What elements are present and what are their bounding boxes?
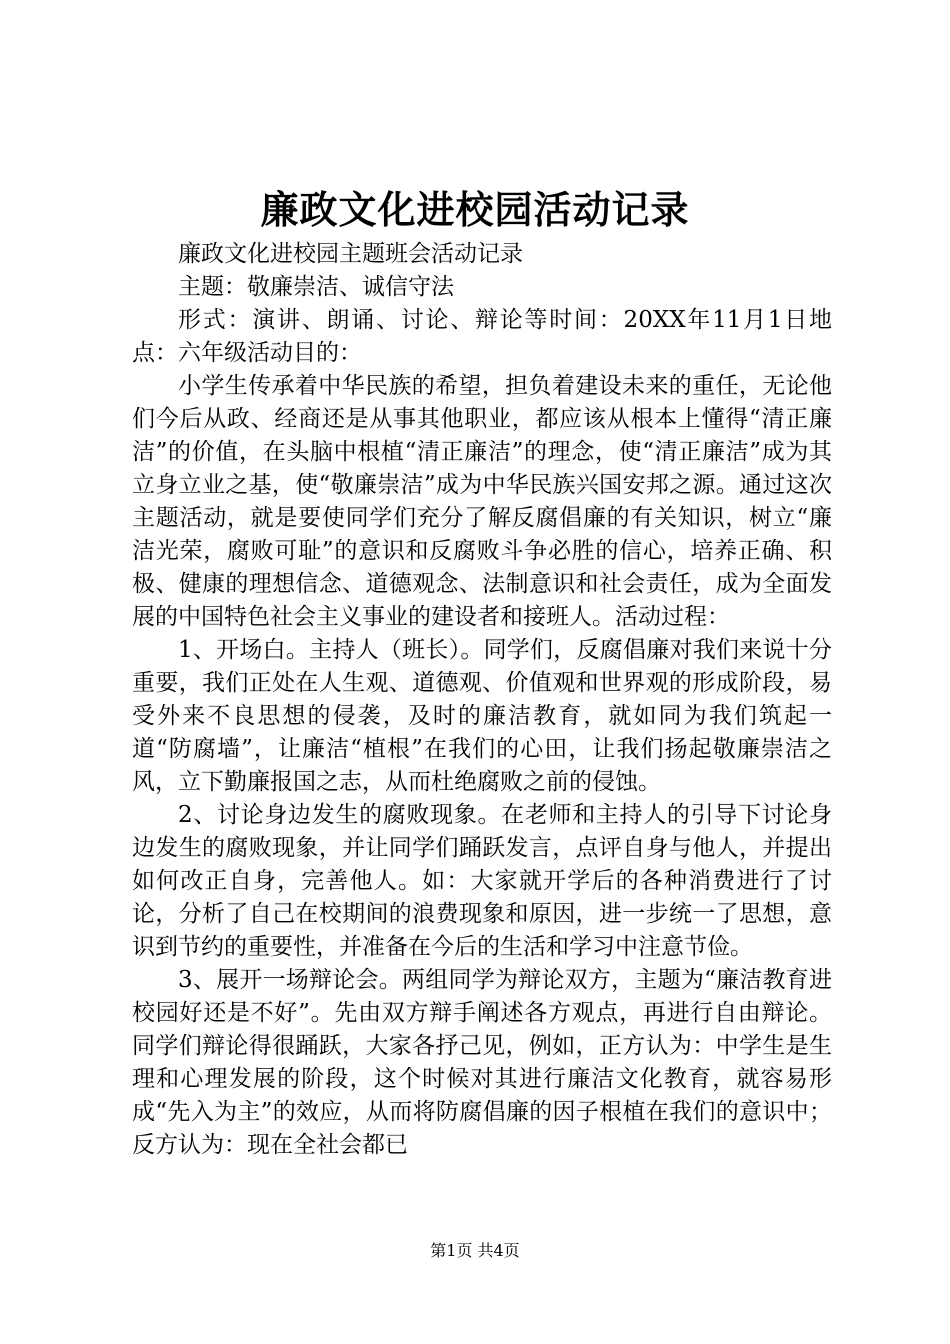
document-title: 廉政文化进校园活动记录 [260,187,690,232]
paragraph-step-1: 1、开场白。主持人（班长）。同学们，反腐倡廉对我们来说十分重要，我们正处在人生观、道德观、价值观和世界观的形成阶段，易受外来不良思想的侵袭，及时的廉洁教育，就如同为我们筑起一道“防腐墙”，让廉洁“植根”在我们的心田，让我们扬起敬廉崇洁之风，立下勤廉报国之志，从而杜绝腐败之前的侵蚀。 [132,637,832,795]
page-footer: 第1页 共4页 [430,1241,520,1260]
paragraph-theme: 主题：敬廉崇洁、诚信守法 [178,274,454,300]
paragraph-purpose: 小学生传承着中华民族的希望，担负着建设未来的重任，无论他们今后从政、经商还是从事其他职业，都应该从根本上懂得“清正廉洁”的价值，在头脑中根植“清正廉洁”的理念，使“清正廉洁”成为其立身立业之基，使“敬廉崇洁”成为中华民族兴国安邦之源。通过这次主题活动，就是要使同学们充分了解反腐倡廉的有关知识，树立“廉洁光荣，腐败可耻”的意识和反腐败斗争必胜的信心，培养正确、积极、健康的理想信念、道德观念、法制意识和社会责任，成为全面发展的中国特色社会主义事业的建设者和接班人。活动过程： [132,373,832,630]
paragraph-subtitle: 廉政文化进校园主题班会活动记录 [178,241,523,267]
paragraph-step-3: 3、展开一场辩论会。两组同学为辩论双方，主题为“廉洁教育进校园好还是不好”。先由双方辩手阐述各方观点，再进行自由辩论。同学们辩论得很踊跃，大家各抒己见，例如，正方认为：中学生是生理和心理发展的阶段，这个时候对其进行廉洁文化教育，就容易形成“先入为主”的效应，从而将防腐倡廉的因子根植在我们的意识中；反方认为：现在全社会都已 [132,967,832,1158]
paragraph-step-2: 2、讨论身边发生的腐败现象。在老师和主持人的引导下讨论身边发生的腐败现象，并让同学们踊跃发言，点评自身与他人，并提出如何改正自身，完善他人。如：大家就开学后的各种消费进行了讨论，分析了自己在校期间的浪费现象和原因，进一步统一了思想，意识到节约的重要性，并准备在今后的生活和学习中注意节俭。 [132,802,832,960]
paragraph-format: 形式：演讲、朗诵、讨论、辩论等时间：20XX年11月1日地点：六年级活动目的： [132,307,832,366]
document-body [132,238,832,1162]
